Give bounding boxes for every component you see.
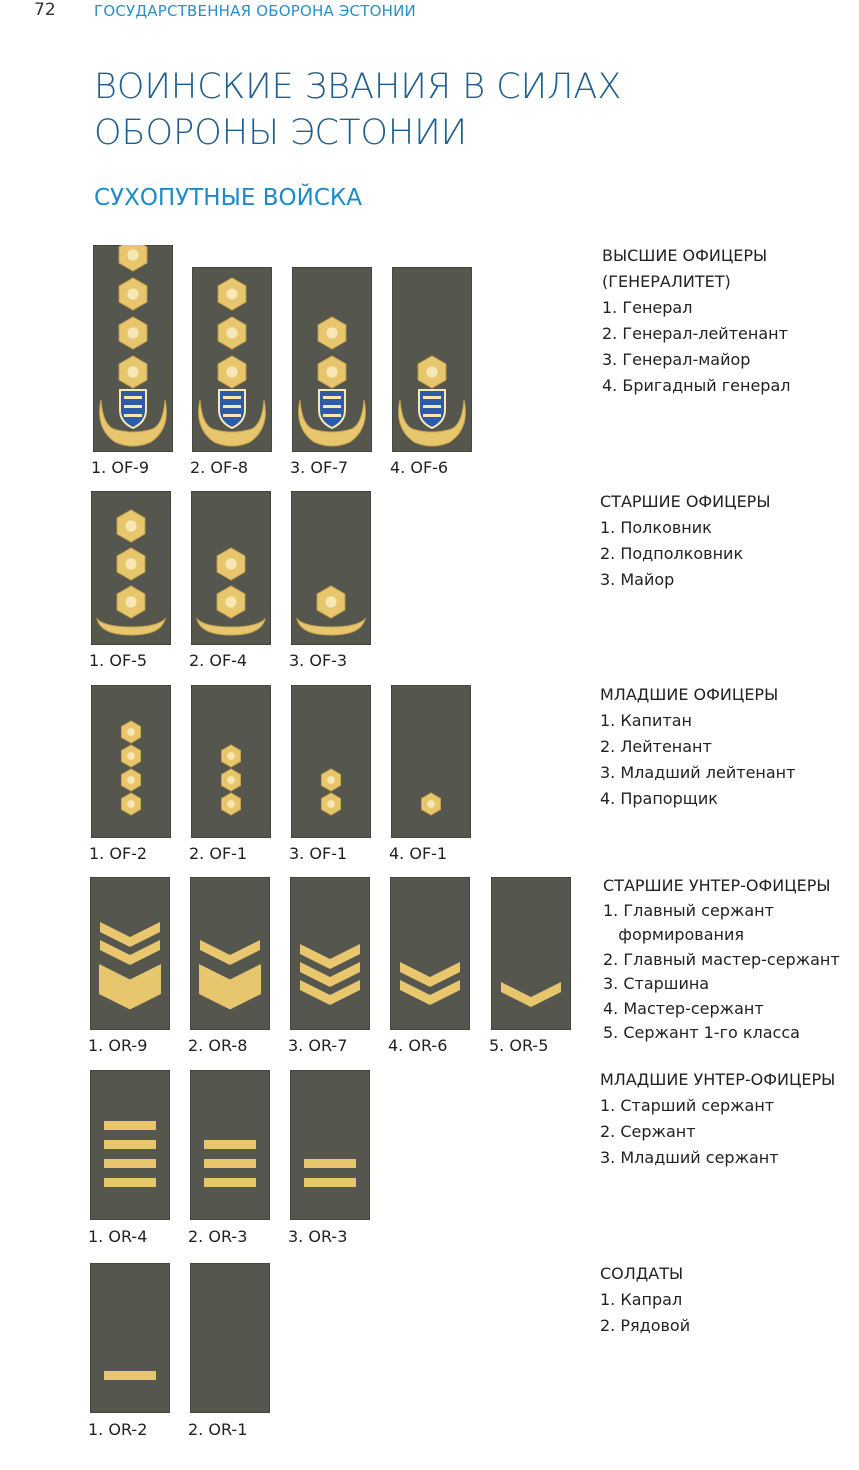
chevron-insignia — [99, 964, 161, 1010]
star-center — [127, 728, 135, 736]
rank-code-label: 1. OF-9 — [91, 458, 150, 477]
bar-insignia — [304, 1159, 356, 1168]
rank-item: 2. Главный мастер-сержант — [603, 949, 840, 969]
bar-insignia — [104, 1178, 156, 1187]
section-subtitle: СУХОПУТНЫЕ ВОЙСКА — [94, 185, 362, 211]
insignia-drawing — [190, 877, 270, 1030]
shoulder-board — [292, 267, 372, 452]
rank-item: 1. Полковник — [600, 518, 712, 537]
rank-item: 1. Генерал — [602, 298, 693, 317]
bar-insignia — [104, 1371, 156, 1380]
insignia-drawing — [91, 491, 171, 645]
lion-stripe — [423, 414, 441, 417]
shoulder-board — [391, 685, 471, 838]
insignia-drawing — [390, 877, 470, 1030]
rank-item: 2. Рядовой — [600, 1316, 691, 1335]
shoulder-board — [190, 1263, 270, 1413]
shoulder-board — [290, 877, 370, 1030]
star-center — [127, 249, 138, 260]
star-center — [127, 752, 135, 760]
rank-item: 2. Подполковник — [600, 544, 744, 563]
star-center — [225, 596, 236, 607]
rank-item: формирования — [603, 925, 745, 944]
rank-category — [600, 1261, 690, 1339]
insignia-drawing — [391, 685, 471, 838]
rank-item: 2. Генерал-лейтенант — [602, 324, 788, 343]
rank-code-label: 3. OR-3 — [288, 1227, 348, 1246]
page-number: 72 — [34, 0, 56, 20]
bar-insignia — [104, 1121, 156, 1130]
rank-code-label: 1. OR-9 — [88, 1036, 148, 1055]
shoulder-board — [90, 1070, 170, 1220]
shoulder-board — [291, 685, 371, 838]
rank-code-label: 3. OR-7 — [288, 1036, 348, 1055]
rank-item: 2. Сержант — [600, 1122, 696, 1141]
rank-category-heading: СТАРШИЕ ОФИЦЕРЫ — [600, 492, 771, 511]
insignia-drawing — [290, 877, 370, 1030]
insignia-drawing — [192, 267, 272, 452]
lion-stripe — [323, 396, 341, 399]
rank-item: 5. Сержант 1-го класса — [603, 1023, 800, 1042]
coat-of-arms-icon — [120, 390, 146, 428]
shoulder-board — [93, 245, 173, 452]
shoulder-board — [90, 877, 170, 1030]
insignia-drawing — [190, 1263, 270, 1413]
wreath-insignia — [97, 619, 165, 635]
lion-stripe — [124, 405, 142, 408]
bar-insignia — [204, 1178, 256, 1187]
rank-category — [602, 243, 790, 399]
bar-insignia — [304, 1178, 356, 1187]
star-center — [225, 558, 236, 569]
rank-item: 1. Старший сержант — [600, 1096, 775, 1115]
rank-category-heading: ВЫСШИЕ ОФИЦЕРЫ — [602, 246, 768, 265]
chevron-insignia — [200, 940, 260, 965]
bar-insignia — [104, 1140, 156, 1149]
coat-of-arms-icon — [319, 390, 345, 428]
rank-code-label: 3. OF-7 — [290, 458, 349, 477]
star-center — [127, 776, 135, 784]
shoulder-board — [392, 267, 472, 452]
rank-code-label: 4. OR-6 — [388, 1036, 448, 1055]
star-center — [226, 366, 237, 377]
rank-code-label: 2. OF-1 — [189, 844, 248, 863]
rank-code-label: 3. OF-1 — [289, 844, 348, 863]
star-center — [326, 327, 337, 338]
rank-item: 4. Прапорщик — [600, 789, 718, 808]
star-center — [426, 366, 437, 377]
lion-stripe — [323, 414, 341, 417]
rank-category — [603, 874, 840, 1046]
lion-stripe — [223, 414, 241, 417]
rank-item: 3. Майор — [600, 570, 675, 589]
lion-stripe — [124, 396, 142, 399]
rank-category-heading: СОЛДАТЫ — [600, 1264, 684, 1283]
star-center — [226, 288, 237, 299]
rank-code-label: 1. OF-2 — [89, 844, 148, 863]
rank-code-label: 2. OF-4 — [189, 651, 248, 670]
rank-code-label: 1. OF-5 — [89, 651, 148, 670]
rank-category — [600, 682, 795, 812]
bar-insignia — [204, 1140, 256, 1149]
chevron-insignia — [199, 964, 261, 1010]
insignia-drawing — [191, 685, 271, 838]
chevron-insignia — [300, 944, 360, 969]
insignia-drawing — [491, 877, 571, 1030]
rank-item: 3. Младший сержант — [600, 1148, 779, 1167]
insignia-drawing — [290, 1070, 370, 1220]
rank-item: 4. Мастер-сержант — [603, 998, 764, 1018]
shoulder-board — [191, 685, 271, 838]
rank-code-label: 2. OR-8 — [188, 1036, 248, 1055]
lion-stripe — [423, 405, 441, 408]
rank-item: 3. Младший лейтенант — [600, 763, 796, 782]
lion-stripe — [423, 396, 441, 399]
coat-of-arms-icon — [219, 390, 245, 428]
rank-code-label: 2. OF-8 — [190, 458, 249, 477]
star-center — [127, 288, 138, 299]
insignia-drawing — [191, 491, 271, 645]
star-center — [125, 520, 136, 531]
rank-category-heading: СТАРШИЕ УНТЕР-ОФИЦЕРЫ — [603, 876, 831, 895]
coat-of-arms-icon — [419, 390, 445, 428]
rank-item: 1. Капитан — [600, 711, 692, 730]
rank-item: 1. Главный сержант — [603, 900, 774, 920]
chevron-insignia — [501, 982, 561, 1007]
rank-code-label: 1. OR-4 — [88, 1227, 148, 1246]
chevron-insignia — [100, 922, 160, 947]
rank-code-label: 2. OR-1 — [188, 1420, 248, 1439]
lion-stripe — [223, 396, 241, 399]
rank-code-label: 4. OF-1 — [389, 844, 448, 863]
rank-code-label: 1. OR-2 — [88, 1420, 148, 1439]
page-title — [94, 64, 621, 156]
page-title-line: ОБОРОНЫ ЭСТОНИИ — [94, 113, 468, 153]
wreath-insignia — [297, 619, 365, 635]
star-center — [127, 800, 135, 808]
shoulder-board — [190, 1070, 270, 1220]
star-center — [327, 776, 335, 784]
star-center — [327, 800, 335, 808]
rank-category-heading: МЛАДШИЕ ОФИЦЕРЫ — [600, 685, 779, 704]
rank-code-label: 2. OR-3 — [188, 1227, 248, 1246]
insignia-drawing — [93, 245, 173, 452]
rank-item: 1. Капрал — [600, 1290, 683, 1309]
star-center — [227, 776, 235, 784]
lion-stripe — [223, 405, 241, 408]
rank-item: 3. Генерал-майор — [602, 350, 751, 369]
insignia-drawing — [91, 685, 171, 838]
rank-category — [600, 489, 770, 593]
wreath-insignia — [197, 619, 265, 635]
lion-stripe — [124, 414, 142, 417]
rank-category-heading: МЛАДШИЕ УНТЕР-ОФИЦЕРЫ — [600, 1070, 836, 1089]
star-center — [125, 558, 136, 569]
shoulder-board — [290, 1070, 370, 1220]
star-center — [227, 800, 235, 808]
insignia-drawing — [292, 267, 372, 452]
chevron-insignia — [400, 962, 460, 987]
shoulder-board — [191, 491, 271, 645]
rank-code-label: 3. OF-3 — [289, 651, 348, 670]
insignia-drawing — [90, 1263, 170, 1413]
rank-category-heading: (ГЕНЕРАЛИТЕТ) — [602, 272, 731, 291]
insignia-drawing — [190, 1070, 270, 1220]
shoulder-board — [91, 685, 171, 838]
running-header: ГОСУДАРСТВЕННАЯ ОБОРОНА ЭСТОНИИ — [94, 2, 416, 20]
rank-item: 4. Бригадный генерал — [602, 376, 791, 395]
insignia-drawing — [392, 267, 472, 452]
star-center — [127, 327, 138, 338]
rank-code-label: 4. OF-6 — [390, 458, 449, 477]
bar-insignia — [204, 1159, 256, 1168]
star-center — [226, 327, 237, 338]
star-center — [127, 366, 138, 377]
shoulder-board — [91, 491, 171, 645]
rank-item: 3. Старшина — [603, 974, 710, 993]
rank-code-label: 5. OR-5 — [489, 1036, 549, 1055]
shoulder-board — [291, 491, 371, 645]
shoulder-board — [190, 877, 270, 1030]
insignia-drawing — [291, 685, 371, 838]
star-center — [227, 752, 235, 760]
page-title-line: ВОИНСКИЕ ЗВАНИЯ В СИЛАХ — [94, 67, 622, 107]
bar-insignia — [104, 1159, 156, 1168]
rank-category — [600, 1067, 835, 1171]
star-center — [427, 800, 435, 808]
shoulder-board — [90, 1263, 170, 1413]
insignia-drawing — [90, 1070, 170, 1220]
lion-stripe — [323, 405, 341, 408]
star-center — [326, 366, 337, 377]
star-center — [325, 596, 336, 607]
star-center — [125, 596, 136, 607]
shoulder-board — [192, 267, 272, 452]
rank-item: 2. Лейтенант — [600, 737, 712, 756]
shoulder-board — [390, 877, 470, 1030]
shoulder-board — [491, 877, 571, 1030]
insignia-drawing — [291, 491, 371, 645]
insignia-drawing — [90, 877, 170, 1030]
